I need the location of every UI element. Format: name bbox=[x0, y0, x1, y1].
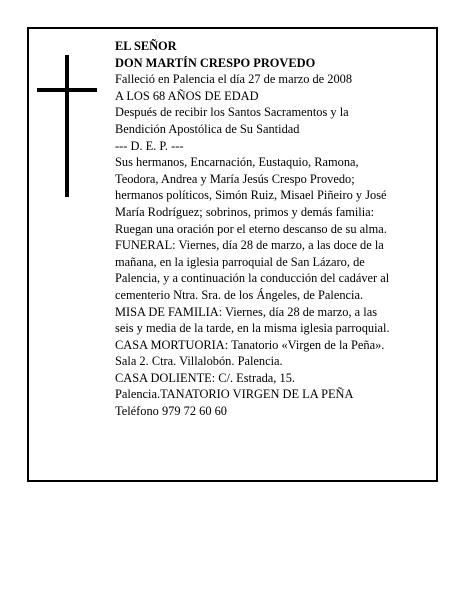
family-line: María Rodríguez; sobrinos, primos y demás familia: bbox=[115, 204, 375, 219]
obituary-text bbox=[115, 38, 427, 420]
family-mass-line: seis y media de la tarde, en la misma iglesia parroquial. bbox=[115, 321, 390, 336]
sacraments-line: Bendición Apostólica de Su Santidad bbox=[115, 121, 300, 136]
funeral-line: mañana, en la iglesia parroquial de San Lázaro, de bbox=[115, 254, 365, 269]
prayer-request-line: Ruegan una oración por el eterno descanso de su alma. bbox=[115, 221, 387, 236]
funeral-line: Palencia, y a continuación la conducción del cadáver al bbox=[115, 271, 390, 286]
deceased-name: DON MARTÍN CRESPO PROVEDO bbox=[115, 55, 316, 70]
sacraments-line: Después de recibir los Santos Sacramentos y la bbox=[115, 105, 349, 120]
family-mass-line: MISA DE FAMILIA: Viernes, día 28 de marzo, a las bbox=[115, 304, 378, 319]
death-date-line: Falleció en Palencia el día 27 de marzo de 2008 bbox=[115, 72, 353, 87]
rip-line: --- D. E. P. --- bbox=[115, 138, 184, 153]
funeral-line: FUNERAL: Viernes, día 28 de marzo, a las doce de la bbox=[115, 238, 384, 253]
mourning-house-line: CASA DOLIENTE: C/. Estrada, 15. bbox=[115, 370, 295, 385]
funeral-line: cementerio Ntra. Sra. de los Ángeles, de Palencia. bbox=[115, 287, 364, 302]
family-line: Teodora, Andrea y María Jesús Crespo Provedo; bbox=[115, 171, 355, 186]
funeral-home-line: CASA MORTUORIA: Tanatorio «Virgen de la Peña». bbox=[115, 337, 385, 352]
deceased-title: EL SEÑOR bbox=[115, 39, 177, 53]
funeral-home-line: Sala 2. Ctra. Villalobón. Palencia. bbox=[115, 354, 283, 369]
cross-vertical-bar bbox=[65, 55, 69, 197]
family-line: Sus hermanos, Encarnación, Eustaquio, Ramona, bbox=[115, 155, 359, 170]
family-line: hermanos políticos, Simón Ruiz, Misael Piñeiro y José bbox=[115, 188, 387, 203]
cross-horizontal-bar bbox=[37, 88, 97, 92]
age-line: A LOS 68 AÑOS DE EDAD bbox=[115, 88, 259, 103]
mourning-house-line: Palencia.TANATORIO VIRGEN DE LA PEÑA bbox=[115, 387, 354, 402]
phone-line: Teléfono 979 72 60 60 bbox=[115, 404, 228, 419]
